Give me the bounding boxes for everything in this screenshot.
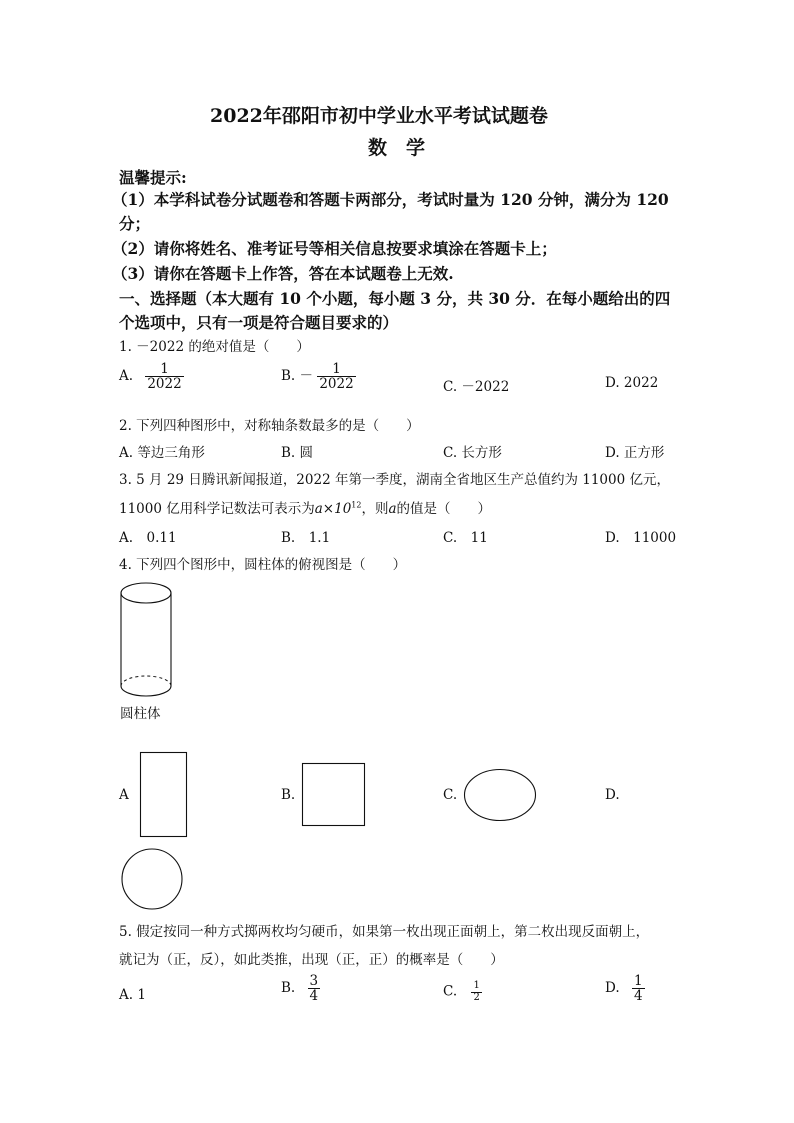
fraction	[145, 362, 183, 391]
notice-item-2: （2）请你将姓名、准考证号等相关信息按要求填涂在答题卡上；	[112, 239, 557, 258]
square-shape	[303, 764, 365, 826]
question-5-option-b	[281, 974, 320, 1003]
fraction-denominator: 4	[633, 988, 643, 1005]
option-b-label: B.	[281, 980, 296, 997]
option-a-label: A.	[119, 368, 134, 385]
fraction-denominator: 2	[473, 991, 480, 1003]
question-3-option-b: B. 1.1	[281, 530, 331, 546]
notice-item-3: （3）请你在答题卡上作答，答在本试题卷上无效.	[112, 264, 454, 283]
question-2-option-c: C. 长方形	[443, 445, 502, 461]
question-2-stem: 2. 下列四种图形中，对称轴条数最多的是（ ）	[119, 418, 420, 434]
fraction-denominator: 4	[309, 988, 319, 1005]
option-c-label: C.	[443, 983, 458, 1000]
question-2-option-b: B. 圆	[281, 445, 314, 461]
fraction	[308, 974, 321, 1003]
question-1-option-b	[281, 362, 356, 391]
question-4-option-d-label: D.	[605, 787, 620, 803]
exam-title: 2022年邵阳市初中学业水平考试试题卷	[210, 105, 548, 127]
fraction	[632, 974, 645, 1003]
question-1-option-c: C. －2022	[443, 379, 510, 395]
fraction-numerator: 1	[160, 361, 169, 377]
question-5-stem-line-2: 就记为（正，反），如此类推，出现（正，正）的概率是（ ）	[119, 952, 504, 968]
option-b-square	[302, 763, 366, 827]
section-heading-line-1: 一、选择题（本大题有 10 个小题，每小题 3 分，共 30 分．在每小题给出的四	[119, 289, 671, 308]
question-2-option-a: A. 等边三角形	[119, 445, 205, 461]
question-5-stem-line-1: 5. 假定按同一种方式掷两枚均匀硬币，如果第一枚出现正面朝上，第二枚出现反面朝上，	[119, 924, 650, 940]
variable-a: a	[388, 501, 397, 517]
fraction-denominator: 2022	[147, 376, 182, 393]
option-b-label: B.	[281, 368, 296, 385]
option-c-ellipse	[463, 768, 537, 822]
cylinder-bottom-hidden-arc	[121, 676, 171, 686]
notice-heading: 温馨提示:	[119, 168, 187, 187]
section-heading-line-2: 个选项中，只有一项是符合题目要求的）	[119, 313, 399, 332]
question-4-option-a-label: A	[119, 787, 129, 803]
question-5-option-a: A. 1	[119, 987, 146, 1003]
question-1-stem: 1. －2022 的绝对值是（ ）	[119, 339, 310, 355]
fraction-numerator: 1	[633, 973, 643, 989]
fraction-denominator: 2022	[319, 376, 354, 393]
fraction-numerator: 1	[473, 980, 480, 991]
stem-text: 11000 亿用科学记数法可表示为	[119, 501, 315, 517]
circle-shape	[122, 849, 182, 909]
cylinder-top-ellipse	[121, 583, 171, 603]
fraction	[317, 362, 355, 391]
subject-title: 数 学	[368, 137, 426, 159]
ellipse-shape	[465, 770, 536, 821]
cylinder-figure	[118, 578, 178, 698]
fraction	[471, 981, 481, 1003]
scientific-expression: a×10	[314, 501, 352, 517]
fraction-numerator: 1	[332, 361, 341, 377]
question-3-stem-line-2	[119, 497, 491, 517]
notice-item-1-line-1: （1）本学科试卷分试题卷和答题卡两部分，考试时量为 120 分钟，满分为 120	[112, 190, 669, 209]
question-5-option-d	[605, 974, 645, 1003]
fraction-numerator: 3	[309, 973, 319, 989]
question-5-option-c	[443, 981, 482, 1003]
option-d-label: D.	[605, 980, 620, 997]
question-4-stem: 4. 下列四个图形中，圆柱体的俯视图是（ ）	[119, 557, 407, 573]
cylinder-caption: 圆柱体	[120, 706, 161, 722]
exponent: 12	[351, 500, 362, 510]
question-3-option-a: A. 0.11	[119, 530, 177, 546]
minus-sign: －	[299, 368, 314, 385]
question-2-option-d: D. 正方形	[605, 445, 665, 461]
question-4-option-b-label: B.	[281, 787, 296, 803]
question-3-option-d: D. 11000	[605, 530, 677, 546]
option-a-tall-rectangle	[140, 752, 188, 838]
question-3-option-c: C. 11	[443, 530, 488, 546]
question-1-option-a	[119, 362, 184, 391]
stem-text: ，则	[361, 501, 389, 517]
stem-text: 的值是（ ）	[396, 501, 492, 517]
question-3-stem-line-1: 3. 5 月 29 日腾讯新闻报道，2022 年第一季度，湖南全省地区生产总值约为 11000 亿元，	[119, 472, 670, 488]
notice-item-1-line-2: 分；	[119, 214, 151, 233]
question-4-option-c-label: C.	[443, 787, 458, 803]
tall-rectangle-shape	[141, 753, 187, 837]
cylinder-bottom-front-arc	[121, 686, 171, 696]
option-d-circle	[120, 848, 184, 912]
question-1-option-d: D. 2022	[605, 375, 659, 391]
